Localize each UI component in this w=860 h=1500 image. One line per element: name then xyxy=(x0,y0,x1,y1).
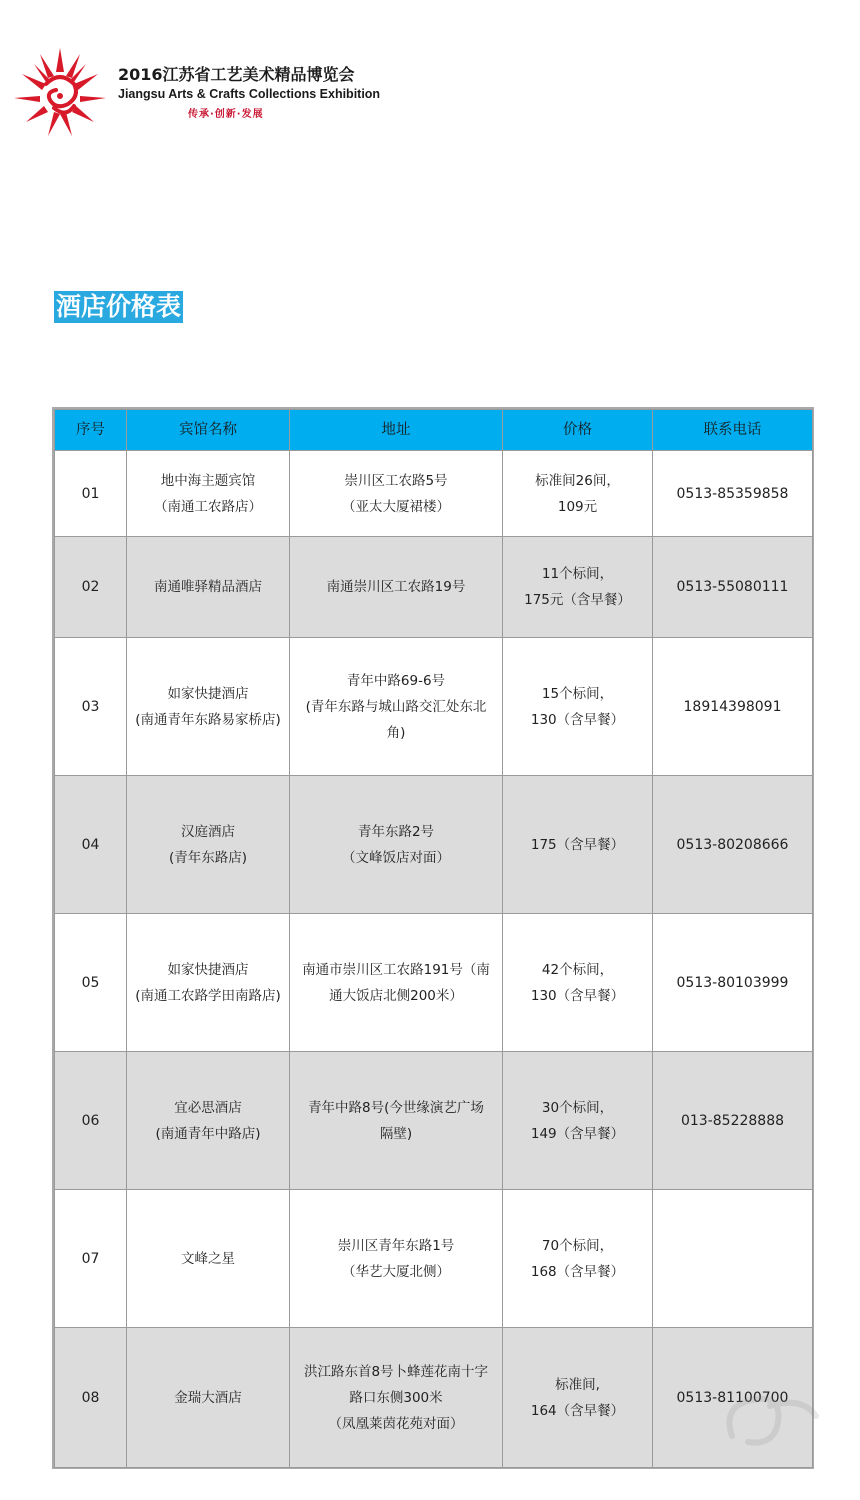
hotel-address-line: （华艺大厦北侧） xyxy=(342,1263,450,1280)
hotel-address-line: （凤凰莱茵花苑对面） xyxy=(328,1415,464,1432)
hotel-name xyxy=(127,638,290,776)
hotel-address-line: 崇川区工农路5号 xyxy=(344,472,448,489)
column-header-price: 价格 xyxy=(503,410,653,451)
hotel-price-line: 70个标间， xyxy=(541,1237,614,1254)
hotel-address-line: 隔壁) xyxy=(379,1125,413,1142)
table-row xyxy=(55,451,813,537)
row-number: 05 xyxy=(55,914,127,1052)
hotel-name-line: (南通工农路学田南路店) xyxy=(135,987,281,1004)
row-number: 06 xyxy=(55,1052,127,1190)
exhibition-header xyxy=(10,40,410,140)
hotel-name-line: 如家快捷酒店 xyxy=(167,685,249,702)
section-title: 酒店价格表 xyxy=(56,292,182,321)
hotel-name xyxy=(127,1190,290,1328)
brand-block xyxy=(118,62,380,120)
red-flower-logo-icon xyxy=(10,40,110,140)
hotel-phone: 0513-55080111 xyxy=(653,537,813,638)
hotel-name-line: 宜必思酒店 xyxy=(174,1099,242,1116)
exhibition-title-en: Jiangsu Arts & Crafts Collections Exhibition xyxy=(118,87,381,101)
table-row xyxy=(55,1328,813,1468)
hotel-phone xyxy=(653,1190,813,1328)
table-row xyxy=(55,638,813,776)
hotel-address xyxy=(290,776,503,914)
hotel-name-line: 汉庭酒店 xyxy=(181,823,235,840)
hotel-phone: 18914398091 xyxy=(653,638,813,776)
table-header-row xyxy=(55,410,813,451)
hotel-price-line: 175元（含早餐） xyxy=(524,592,631,608)
column-header-number: 序号 xyxy=(55,410,127,451)
hotel-price xyxy=(503,537,653,638)
hotel-phone: 0513-81100700 xyxy=(653,1328,813,1468)
hotel-address-line: 青年东路2号 xyxy=(357,823,435,840)
hotel-address-line: 南通市崇川区工农路191号（南 xyxy=(302,961,490,978)
row-number: 08 xyxy=(55,1328,127,1468)
hotel-price-line: 30个标间， xyxy=(541,1099,614,1116)
hotel-address-line: 南通崇川区工农路19号 xyxy=(326,579,466,595)
hotel-name-line: (青年东路店) xyxy=(168,849,248,866)
hotel-address xyxy=(290,1190,503,1328)
hotel-price xyxy=(503,914,653,1052)
hotel-address xyxy=(290,1328,503,1468)
hotel-name xyxy=(127,776,290,914)
row-number: 02 xyxy=(55,537,127,638)
hotel-address xyxy=(290,638,503,776)
hotel-name-line: 如家快捷酒店 xyxy=(167,961,249,978)
hotel-price-line: 164（含早餐） xyxy=(530,1402,625,1419)
hotel-phone: 0513-80208666 xyxy=(653,776,813,914)
column-header-phone: 联系电话 xyxy=(653,410,813,451)
hotel-name xyxy=(127,451,290,537)
hotel-name-line: 南通唯驿精品酒店 xyxy=(154,579,262,595)
hotel-price-line: 149（含早餐） xyxy=(530,1125,625,1142)
hotel-price xyxy=(503,1190,653,1328)
hotel-name-line: (南通青年东路易家桥店) xyxy=(135,711,281,728)
hotel-price-line: 130（含早餐） xyxy=(530,711,625,728)
watermark-logo-icon xyxy=(712,1376,832,1466)
hotel-name xyxy=(127,914,290,1052)
hotel-name-line: (南通青年中路店) xyxy=(155,1125,261,1142)
hotel-address-line: 角) xyxy=(386,724,406,741)
hotel-price-line: 168（含早餐） xyxy=(530,1263,625,1280)
row-number: 07 xyxy=(55,1190,127,1328)
column-header-hotel-name: 宾馆名称 xyxy=(127,410,290,451)
row-number: 01 xyxy=(55,451,127,537)
hotel-price xyxy=(503,1328,653,1468)
hotel-address-line: 青年中路69-6号 xyxy=(346,672,446,689)
row-number: 03 xyxy=(55,638,127,776)
hotel-phone: 013-85228888 xyxy=(653,1052,813,1190)
hotel-phone: 0513-85359858 xyxy=(653,451,813,537)
hotel-address xyxy=(290,1052,503,1190)
hotel-name xyxy=(127,1052,290,1190)
hotel-address-line: 青年中路8号(今世缘演艺广场 xyxy=(308,1099,484,1116)
hotel-price-line: 15个标间， xyxy=(541,685,614,702)
hotel-address xyxy=(290,451,503,537)
hotel-name-line: （南通工农路店） xyxy=(154,498,262,515)
hotel-name xyxy=(127,537,290,638)
hotel-address-line: （亚太大厦裙楼） xyxy=(342,498,450,515)
hotel-price xyxy=(503,451,653,537)
hotel-address xyxy=(290,914,503,1052)
table-row xyxy=(55,537,813,638)
hotel-price xyxy=(503,1052,653,1190)
hotel-address-line: (青年东路与城山路交汇处东北 xyxy=(305,698,487,715)
hotel-address-line: 路口东侧300米 xyxy=(349,1389,443,1406)
hotel-price-line: 标准间26间， xyxy=(535,472,620,489)
hotel-price-line: 109元 xyxy=(557,498,598,515)
hotel-price-line: 42个标间， xyxy=(541,961,614,978)
hotel-phone: 0513-80103999 xyxy=(653,914,813,1052)
table-row xyxy=(55,1190,813,1328)
hotel-address xyxy=(290,537,503,638)
hotel-address-line: （文峰饭店对面） xyxy=(342,849,450,866)
table-row xyxy=(55,776,813,914)
row-number: 04 xyxy=(55,776,127,914)
hotel-name-line: 金瑞大酒店 xyxy=(174,1389,242,1406)
hotel-address-line: 洪江路东首8号卜蜂莲花南十字 xyxy=(303,1363,489,1380)
hotel-price xyxy=(503,638,653,776)
table-body xyxy=(55,451,813,1468)
hotel-price-line: 11个标间， xyxy=(541,566,614,582)
table-row xyxy=(55,914,813,1052)
hotel-name xyxy=(127,1328,290,1468)
hotel-price-line: 175（含早餐） xyxy=(530,836,625,853)
hotel-price-line: 标准间, xyxy=(555,1376,600,1393)
hotel-name-line: 文峰之星 xyxy=(181,1250,235,1267)
table-row xyxy=(55,1052,813,1190)
hotel-name-line: 地中海主题宾馆 xyxy=(160,472,256,489)
hotel-price-line: 130（含早餐） xyxy=(530,987,625,1004)
hotel-address-line: 通大饭店北侧200米） xyxy=(329,987,463,1004)
exhibition-slogan: 传承·创新·发展 xyxy=(188,109,264,120)
hotel-address-line: 崇川区青年东路1号 xyxy=(337,1237,455,1254)
exhibition-title-cn: 2016江苏省工艺美术精品博览会 xyxy=(118,65,355,84)
column-header-address: 地址 xyxy=(290,410,503,451)
hotel-price-table xyxy=(52,407,814,1469)
hotel-price xyxy=(503,776,653,914)
